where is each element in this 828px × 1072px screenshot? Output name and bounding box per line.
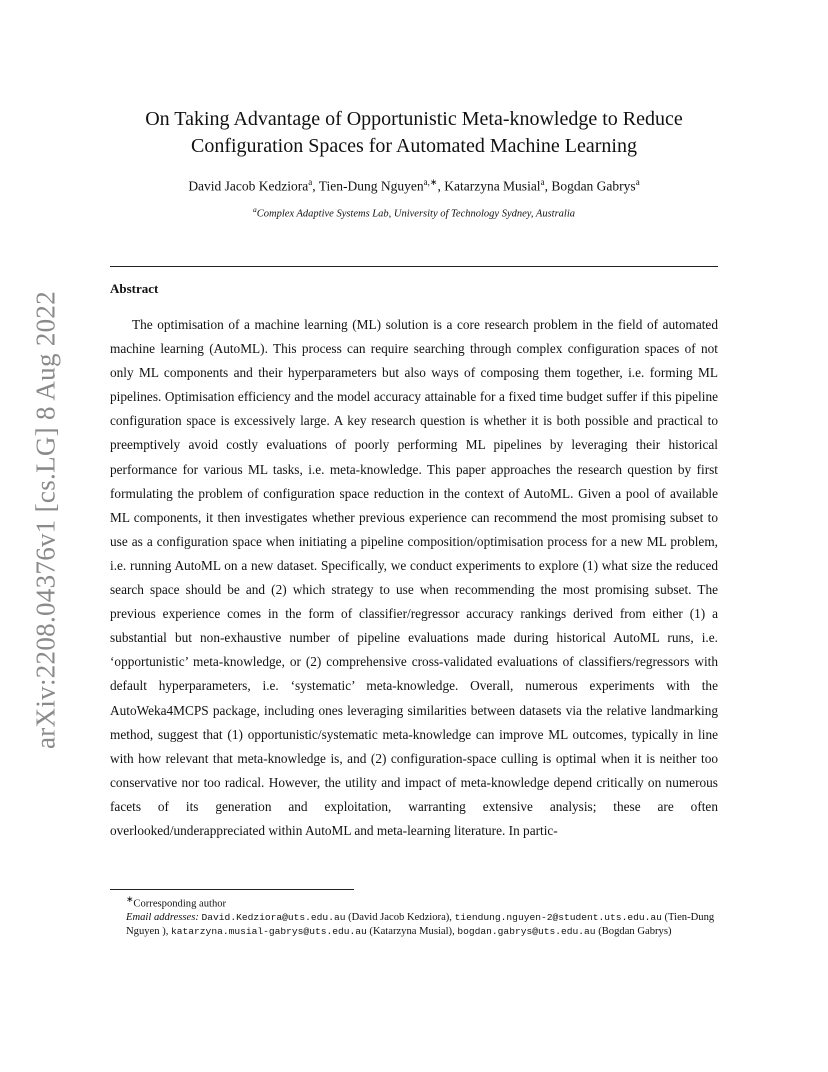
author-separator: , — [437, 178, 445, 194]
abstract-body: The optimisation of a machine learning (ML) solution is a core research problem in the field of automated machine learning (AutoML). This process can require searching through complex configuration spaces of not only ML components and their hyperparameters but also ways of composing them together, i.e. forming ML pipelines. Optimisation efficiency and the model accuracy attainable for a fixed time budget suffer if this pipeline configuration space is excessively large. A key research question is whether it is both possible and practical to preemptively avoid costly evaluations of poorly performing ML pipelines by leveraging their historical performance for various ML tasks, i.e. meta-knowledge. This paper approaches the research question by first formulating the problem of configuration space reduction in the context of AutoML. Given a pool of available ML components, it then investigates whether previous experience can recommend the most promising subset to use as a configuration space when initiating a pipeline composition/optimisation process for a new ML problem, i.e. running AutoML on a new dataset. Specifically, we conduct experiments to explore (1) what size the reduced search space should be and (2) which strategy to use when recommending the most promising subset. The previous experience comes in the form of classifier/regressor accuracy rankings derived from either (1) a substantial but non-exhaustive number of pipeline evaluations made during historical AutoML runs, i.e. ‘opportunistic’ meta-knowledge, or (2) comprehensive cross-validated evaluations of classifiers/regressors with default hyperparameters, i.e. ‘systematic’ meta-knowledge. Overall, numerous experiments with the AutoWeka4MCPS package, including ones leveraging similarities between datasets via the relative landmarking method, suggest that (1) opportunistic/systematic meta-knowledge can improve ML outcomes, typically in line with how relevant that meta-knowledge is, and (2) configuration-space culling is optimal when it is neither too conservative nor too radical. However, the utility and impact of meta-knowledge depend critically on numerous facets of its generation and exploitation, warranting extensive analysis; these are often overlooked/underappreciated within AutoML and meta-learning literature. In partic- — [110, 317, 718, 838]
email-link[interactable]: katarzyna.musial-gabrys@uts.edu.au — [171, 925, 367, 937]
corresponding-author-text: Corresponding author — [133, 898, 227, 910]
footnote-marker: ∗ — [126, 894, 134, 904]
email-link[interactable]: David.Kedziora@uts.edu.au — [201, 912, 346, 924]
author-separator: , — [312, 178, 319, 194]
header-divider — [110, 266, 718, 267]
footnotes — [110, 893, 718, 938]
email-owner: (Bogdan Gabrys) — [595, 925, 672, 937]
email-addresses — [110, 911, 718, 938]
arxiv-identifier: arXiv:2208.04376v1 [cs.LG] 8 Aug 2022 — [30, 290, 61, 750]
author-name: Bogdan Gabrys — [551, 178, 636, 194]
footnote-divider — [110, 889, 354, 890]
email-link[interactable]: bogdan.gabrys@uts.edu.au — [457, 925, 596, 937]
affiliation — [110, 205, 718, 220]
email-owner: (Katarzyna Musial), — [366, 925, 458, 937]
email-owner: (David Jacob Kedziora), — [345, 912, 455, 924]
email-owner: (Tien-Dung Nguyen ), — [126, 912, 715, 937]
author-name: Katarzyna Musial — [444, 178, 541, 194]
author-superscript: a — [540, 177, 545, 187]
affiliation-text: Complex Adaptive Systems Lab, University of Technology Sydney, Australia — [256, 208, 576, 220]
abstract-heading: Abstract — [110, 281, 159, 296]
email-label: Email addresses: — [126, 912, 199, 924]
author-name: Tien-Dung Nguyen — [318, 178, 424, 194]
author-name: David Jacob Kedziora — [188, 178, 309, 194]
email-link[interactable]: tiendung.nguyen-2@student.uts.edu.au — [454, 912, 662, 924]
author-superscript: a,∗ — [423, 177, 438, 187]
author-separator: , — [544, 178, 552, 194]
affiliation-superscript: a — [252, 205, 257, 214]
author-superscript: a — [308, 177, 313, 187]
author-superscript: a — [635, 177, 640, 187]
corresponding-author-note — [110, 893, 718, 911]
author-list — [110, 177, 718, 195]
paper-title: On Taking Advantage of Opportunistic Meta-knowledge to Reduce Configuration Spaces for Automated Machine Learning — [145, 108, 683, 157]
